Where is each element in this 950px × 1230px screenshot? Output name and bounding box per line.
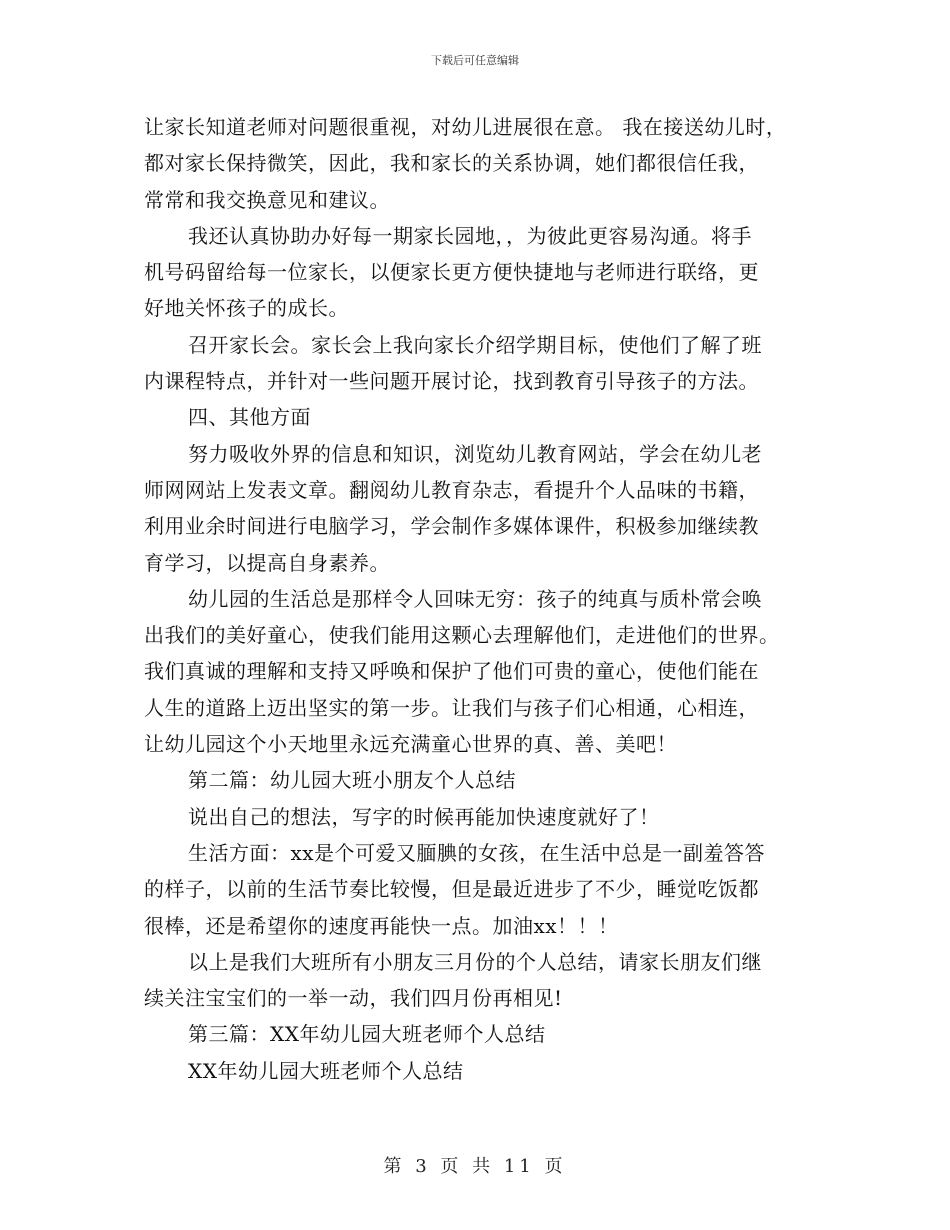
text-line: 生活方面：xx是个可爱又腼腆的女孩，在生活中总是一副羞答答 (188, 840, 766, 865)
text-line: 第三篇：XX年幼儿园大班老师个人总结 (188, 1022, 546, 1047)
text-line: 我们真诚的理解和支持又呼唤和保护了他们可贵的童心，使他们能在 (144, 659, 759, 684)
text-line: 以上是我们大班所有小朋友三月份的个人总结，请家长朋友们继 (188, 949, 762, 974)
text-line: 召开家长会。家长会上我向家长介绍学期目标，使他们了解了班 (188, 332, 762, 357)
text-line: 努力吸收外界的信息和知识，浏览幼儿教育网站，学会在幼儿老 (188, 441, 762, 466)
text-line: 内课程特点，并针对一些问题开展讨论，找到教育引导孩子的方法。 (144, 369, 759, 394)
text-line: 很棒，还是希望你的速度再能快一点。加油xx！！！ (144, 913, 619, 938)
text-line: 人生的道路上迈出坚实的第一步。让我们与孩子们心相通，心相连， (144, 695, 759, 720)
text-line: XX年幼儿园大班老师个人总结 (188, 1058, 464, 1083)
text-line: 第二篇：幼儿园大班小朋友个人总结 (188, 768, 516, 793)
text-line: 我还认真协助办好每一期家长园地，，为彼此更容易沟通。将手 (188, 223, 752, 248)
text-line: 常常和我交换意见和建议。 (144, 187, 390, 212)
text-line: 让幼儿园这个小天地里永远充满童心世界的真、善、美吧！ (144, 732, 677, 757)
text-line: 幼儿园的生活总是那样令人回味无穷：孩子的纯真与质朴常会唤 (188, 586, 762, 611)
text-line: 让家长知道老师对问题很重视，对幼儿进展很在意。 我在接送幼儿时， (144, 115, 787, 139)
text-line: 好地关怀孩子的成长。 (144, 296, 349, 321)
page-header: 下载后可任意编辑 (431, 54, 519, 67)
text-line: 利用业余时间进行电脑学习，学会制作多媒体课件，积极参加继续教 (144, 514, 759, 539)
text-line: 都对家长保持微笑，因此，我和家长的关系协调，她们都很信任我， (144, 151, 759, 176)
text-line: 续关注宝宝们的一举一动，我们四月份再相见! (144, 986, 563, 1011)
page-number: 第 3 页 共 11 页 (383, 1156, 567, 1177)
text-line: 育学习，以提高自身素养。 (144, 550, 390, 575)
document-body (144, 109, 824, 1089)
text-line: 四、其他方面 (188, 405, 311, 430)
text-line: 出我们的美好童心，使我们能用这颗心去理解他们，走进他们的世界。 (144, 623, 780, 648)
text-line: 的样子，以前的生活节奏比较慢，但是最近进步了不少，睡觉吃饭都 (144, 877, 759, 902)
text-line: 师网网站上发表文章。翻阅幼儿教育杂志，看提升个人品味的书籍， (144, 477, 759, 502)
text-line: 说出自己的想法，写字的时候再能加快速度就好了！ (188, 804, 660, 829)
text-line: 机号码留给每一位家长，以便家长更方便快捷地与老师进行联络，更 (144, 260, 759, 285)
